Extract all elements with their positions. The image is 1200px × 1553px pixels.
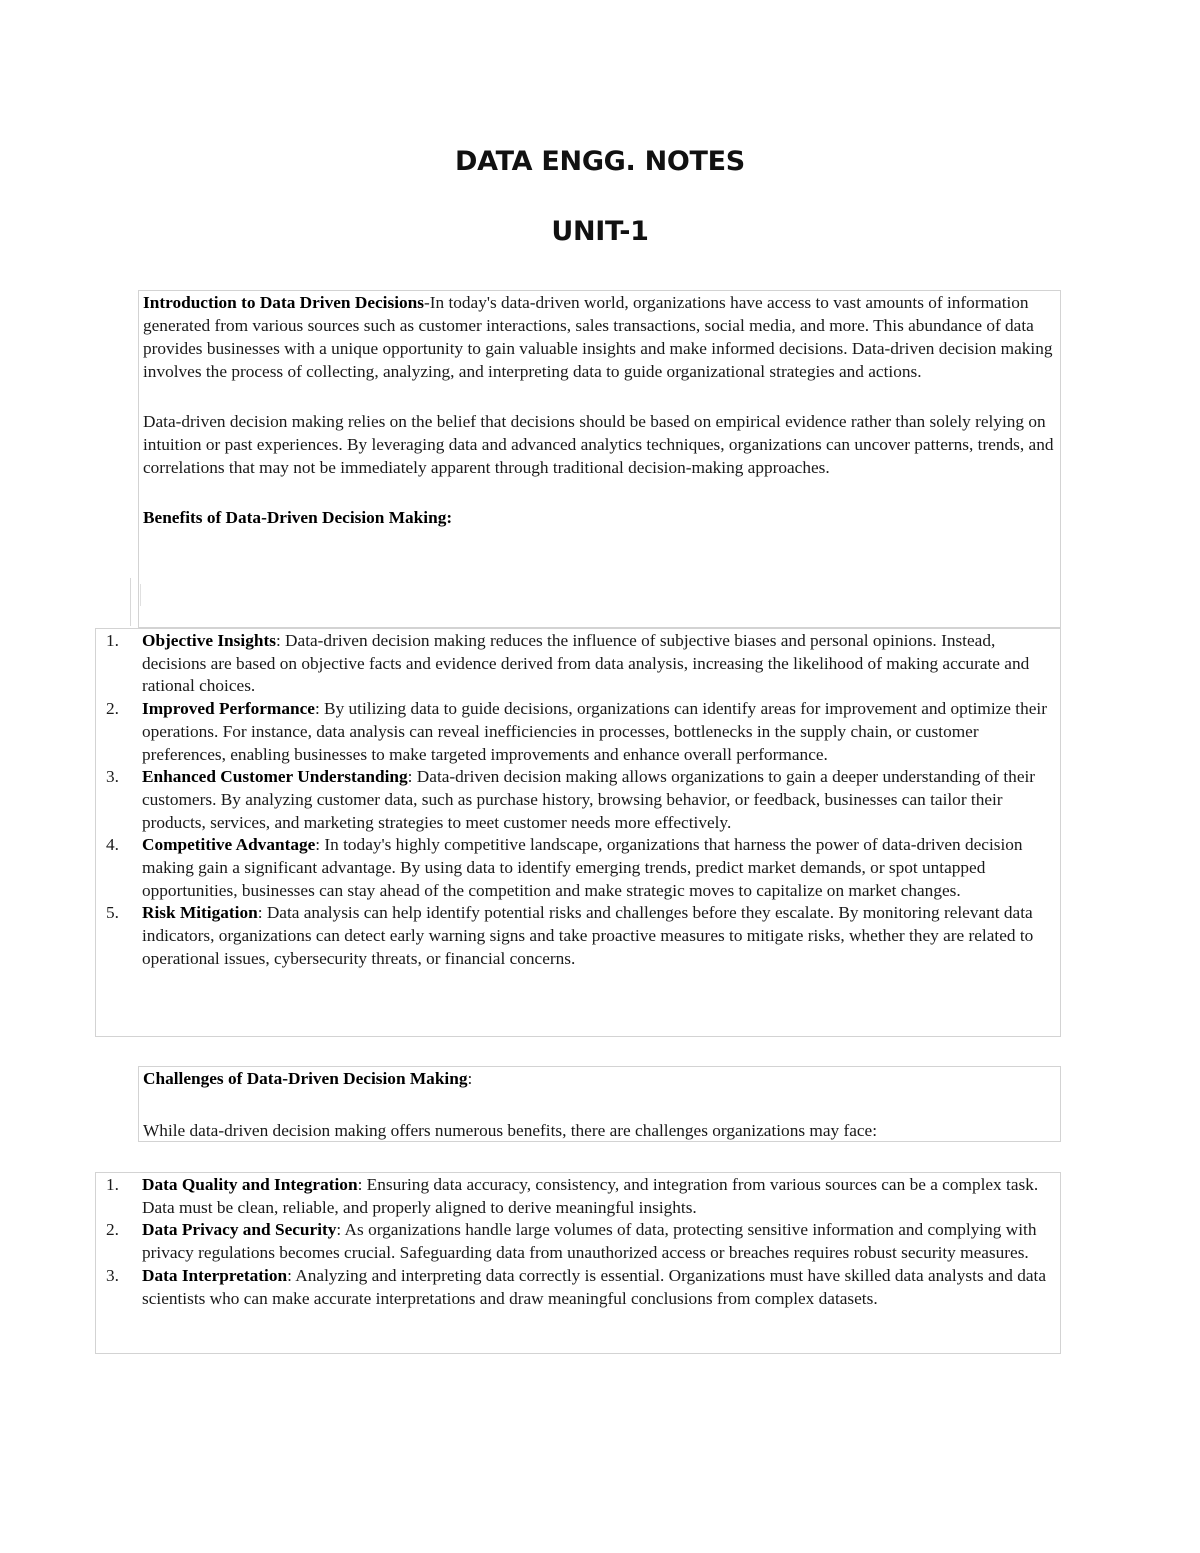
list-number: 1. — [106, 1175, 119, 1194]
item-text: : Analyzing and interpreting data correctly is essential. Organizations must have skilled data analysts and data scientists who can make accurate interpretations and draw meaningful conclusions from complex datasets. — [142, 1265, 1046, 1308]
item-title: Data Quality and Integration — [142, 1175, 358, 1194]
list-item — [96, 698, 1060, 766]
challenges-heading-text: Challenges of Data-Driven Decision Making — [143, 1069, 468, 1088]
list-item — [96, 902, 1060, 970]
item-title: Enhanced Customer Understanding — [142, 767, 408, 787]
item-text: : By utilizing data to guide decisions, organizations can identify areas for improvement and optimize their operations. For instance, data analysis can reveal inefficiencies in processes, bottlenecks in the supply chain, or customer preferences, enabling businesses to make targeted improvements and enhance overall performance. — [142, 699, 1047, 764]
item-title: Competitive Advantage — [142, 835, 316, 855]
list-number: 2. — [106, 699, 119, 719]
list-item — [96, 766, 1060, 834]
intro-paragraph — [143, 291, 1054, 383]
list-item — [96, 630, 1060, 698]
item-text: : In today's highly competitive landscape, organizations that harness the power of data-driven decision making gain a significant advantage. By using data to identify emerging trends, predict market demands, or spot untapped opportunities, businesses can stay ahead of the competition and make strategic moves to capitalize on market changes. — [142, 835, 1023, 900]
item-title: Improved Performance — [142, 699, 315, 719]
item-title: Data Interpretation — [142, 1265, 288, 1285]
item-text: : Data-driven decision making allows organizations to gain a deeper understanding of their customers. By analyzing customer data, such as purchase history, browsing behavior, or feedback, businesses can tailor their products, services, and marketing strategies to meet customer needs more effectively. — [142, 767, 1036, 832]
item-text: : Ensuring data accuracy, consistency, and integration from various sources can be a complex task. Data must be clean, reliable, and properly aligned to derive meaningful insights. — [142, 1175, 1039, 1217]
list-number: 1. — [106, 631, 119, 650]
list-number: 2. — [106, 1220, 119, 1240]
margin-marker — [130, 578, 131, 626]
benefits-list — [96, 630, 1060, 971]
list-number: 3. — [106, 767, 119, 787]
item-title: Risk Mitigation — [142, 903, 258, 923]
text-cursor — [140, 584, 141, 606]
challenges-section — [138, 1066, 1061, 1142]
item-title: Data Privacy and Security — [142, 1220, 337, 1240]
list-item — [96, 1219, 1060, 1264]
benefits-heading-text: Benefits of Data-Driven Decision Making: — [143, 508, 453, 527]
list-number: 4. — [106, 835, 119, 855]
list-number: 3. — [106, 1265, 119, 1285]
challenges-list — [96, 1174, 1060, 1310]
challenges-heading — [143, 1067, 1056, 1090]
unit-title: UNIT-1 — [551, 216, 649, 247]
challenges-heading-suffix: : — [467, 1069, 473, 1088]
item-title: Objective Insights — [142, 631, 276, 650]
intro-section — [138, 290, 1061, 628]
list-item — [96, 1174, 1060, 1219]
intro-heading: Introduction to Data Driven Decisions — [143, 293, 424, 312]
item-text: : Data-driven decision making reduces the influence of subjective biases and personal opinions. Instead, decisions are based on objective facts and evidence derived from data analysis, increasing the likelihood of making accurate and rational choices. — [142, 631, 1030, 696]
intro-text: -In today's data-driven world, organizations have access to vast amounts of information generated from various sources such as customer interactions, sales transactions, social media, and more. This abundance of data provides businesses with a unique opportunity to gain valuable insights and make informed decisions. Data-driven decision making involves the process of collecting, analyzing, and interpreting data to guide organizational strategies and actions. — [143, 293, 1053, 381]
list-item — [96, 1265, 1060, 1310]
list-number: 5. — [106, 903, 119, 923]
challenges-intro: While data-driven decision making offers numerous benefits, there are challenges organizations may face: — [143, 1121, 878, 1140]
item-text: : Data analysis can help identify potential risks and challenges before they escalate. By monitoring relevant data indicators, organizations can detect early warning signs and take proactive measures to mitigate risks, whether they are related to operational issues, cybersecurity threats, or financial concerns. — [142, 903, 1034, 968]
challenges-list-section — [95, 1172, 1061, 1354]
benefits-list-section — [95, 628, 1061, 1037]
list-item — [96, 834, 1060, 902]
intro-paragraph-2: Data-driven decision making relies on the belief that decisions should be based on empirical evidence rather than solely relying on intuition or past experiences. By leveraging data and advanced analytics techniques, organizations can uncover patterns, trends, and correlations that may not be immediately apparent through traditional decision-making approaches. — [143, 412, 1054, 477]
item-text: : As organizations handle large volumes of data, protecting sensitive information and complying with privacy regulations becomes crucial. Safeguarding data from unauthorized access or breaches requires robust security measures. — [142, 1220, 1037, 1263]
document-title: DATA ENGG. NOTES — [455, 146, 745, 177]
benefits-heading — [143, 506, 1054, 529]
